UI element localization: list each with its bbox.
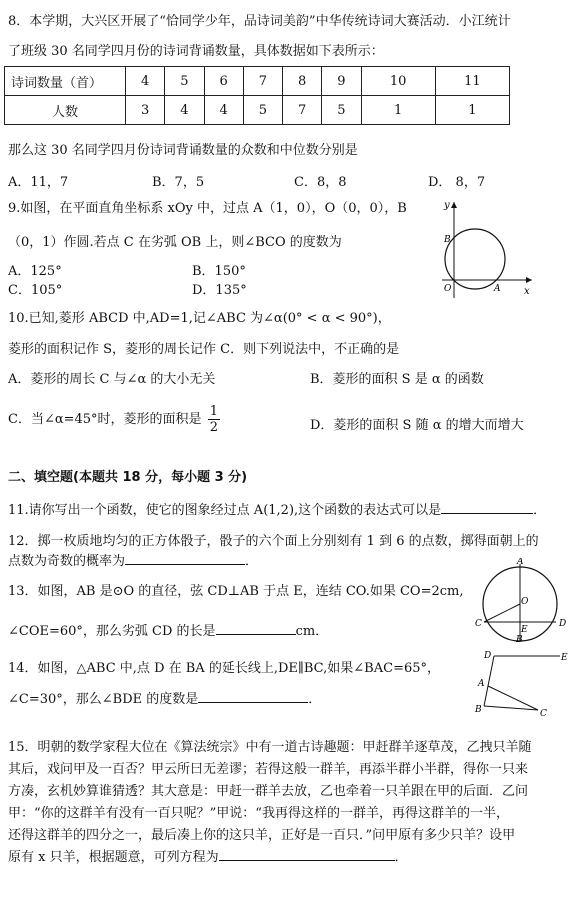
segment-co: [484, 604, 520, 622]
table-cell: 10: [361, 67, 435, 96]
q10-option-a: A．菱形的周长 C 与∠α 的大小无关: [8, 372, 216, 387]
q8-line1: 8．本学期，大兴区开展了“恰同学少年，品诗词美韵”中华传统诗词大赛活动．小江统计: [8, 14, 511, 29]
q15-line2: 其后，戏问甲及一百否？甲云所曰无差谬；若得这般一群羊，再添半群小半群，得你一只来: [8, 762, 529, 777]
table-cell: 1: [361, 96, 435, 125]
q8-option-a: A．11，7: [8, 175, 69, 190]
q13-line1: 13．如图，AB 是⊙O 的直径，弦 CD⊥AB 于点 E，连结 CO.如果 CO=2cm,: [8, 584, 464, 599]
q12-line2: 点数为奇数的概率为 ．: [8, 550, 258, 569]
q9-line1: 9.如图，在平面直角坐标系 xOy 中，过点 A（1，0），O（0，0），B: [8, 201, 407, 216]
y-axis-arrow: [451, 202, 457, 208]
q10-option-c-text: C．当∠α=45°时，菱形的面积是: [8, 412, 202, 427]
q9-circle-figure: [432, 196, 538, 300]
point-d-label: D: [559, 619, 567, 629]
q10-line1: 10.已知,菱形 ABCD 中,AD=1,记∠ABC 为∠α(0° < α < 90°)，: [8, 311, 391, 326]
q13-unit: cm．: [295, 624, 329, 639]
q15-line5: 还得这群羊的四分之一，最后凑上你的这只羊，正好是一百只．”问甲原有多少只羊？设甲: [8, 828, 516, 843]
point-c-label: C: [475, 619, 482, 629]
table-cell: 9: [322, 67, 361, 96]
table-cell: 1: [435, 96, 509, 125]
table-cell: 4: [126, 67, 165, 96]
q12-line1: 12．掷一枚质地均匀的正方体骰子，骰子的六个面上分别刻有 1 到 6 的点数，掷得面朝上的: [8, 534, 539, 549]
fraction-denominator: 2: [209, 420, 218, 435]
q11-answer-blank[interactable]: [441, 499, 533, 514]
table-cell: 7: [283, 96, 322, 125]
table-header-cell: 诗词数量（首）: [5, 67, 126, 96]
q10-option-b: B．菱形的面积 S 是 α 的函数: [310, 372, 484, 387]
fraction: [208, 404, 220, 435]
q10-option-c: [8, 404, 222, 435]
point-c-label: C: [540, 709, 547, 718]
q8-option-c: C．8，8: [294, 175, 347, 190]
point-b-label: B: [444, 235, 451, 245]
table-cell: 7: [243, 67, 282, 96]
q13-answer-blank[interactable]: [216, 620, 296, 635]
point-e-label: E: [561, 653, 568, 663]
q15-answer-blank[interactable]: [219, 846, 395, 861]
q12-answer-blank[interactable]: [125, 550, 245, 565]
point-b-label: B: [475, 705, 482, 715]
q10-option-d: D．菱形的面积 S 随 α 的增大而增大: [310, 418, 524, 433]
q14-answer-blank[interactable]: [198, 688, 308, 703]
q12-question: 点数为奇数的概率为: [8, 554, 126, 569]
table-cell: 4: [165, 96, 204, 125]
point-o-label: O: [444, 284, 452, 294]
q13-circle-figure: [474, 558, 568, 642]
q14-question: ∠C=30°，那么∠BDE 的度数是: [8, 692, 199, 707]
q9-option-a: A．125°: [8, 264, 62, 279]
x-axis-label: x: [524, 286, 530, 297]
q14-line1: 14．如图，△ABC 中,点 D 在 BA 的延长线上,DE∥BC,如果∠BAC=65°，: [8, 661, 441, 676]
table-header-cell: 人数: [5, 96, 126, 125]
q8-data-table: [4, 66, 510, 125]
q11-question: 11.请你写出一个函数，使它的图象经过点 A(1,2),这个函数的表达式可以是: [8, 503, 442, 518]
q13-line2: [8, 620, 328, 639]
q14-line2: ∠C=30°，那么∠BDE 的度数是 ．: [8, 688, 321, 707]
table-cell: 11: [435, 67, 509, 96]
table-cell: 6: [204, 67, 243, 96]
q15-line6: 原有 x 只羊，根据题意，可列方程为 ．: [8, 846, 408, 865]
q13-question: ∠COE=60°，那么劣弧 CD 的长是: [8, 624, 216, 639]
q15-line1: 15．明朝的数学家程大位在《算法统宗》中有一道古诗趣题：甲赶群羊逐草茂，乙拽只羊随: [8, 740, 532, 755]
point-d-label: D: [484, 651, 492, 661]
table-cell: 5: [243, 96, 282, 125]
table-row: [5, 67, 510, 96]
q10-line2: 菱形的面积记作 S，菱形的周长记作 C．则下列说法中，不正确的是: [8, 342, 400, 357]
q9-line2: （0，1）作圆.若点 C 在劣弧 OB 上，则∠BCO 的度数为: [8, 235, 342, 250]
q15-question: 原有 x 只羊，根据题意，可列方程为: [8, 850, 219, 865]
point-a-label: A: [478, 679, 485, 689]
q8-line2: 了班级 30 名同学四月份的诗词背诵数量，具体数据如下表所示：: [8, 44, 384, 59]
point-o-label: O: [521, 597, 529, 607]
table-cell: 4: [204, 96, 243, 125]
q9-option-d: D．135°: [192, 283, 247, 298]
q14-triangle-figure: [474, 646, 570, 718]
q9-option-b: B．150°: [192, 264, 246, 279]
line-db: [484, 656, 494, 706]
q11-text: 11.请你写出一个函数，使它的图象经过点 A(1,2),这个函数的表达式可以是 ．: [8, 499, 546, 518]
table-cell: 5: [322, 96, 361, 125]
q9-option-c: C．105°: [8, 283, 63, 298]
q8-option-b: B．7，5: [152, 175, 205, 190]
x-axis-arrow: [526, 277, 532, 283]
point-a-label: A: [494, 284, 501, 294]
point-e-label: E: [521, 625, 528, 635]
q15-line4: 甲：“你的这群羊有没有一百只呢？”甲说：“我再得这样的一群羊，再得这群羊的一半，: [8, 806, 509, 821]
section-title: 二、填空题(本题共 18 分，每小题 3 分): [8, 470, 248, 485]
point-b-label: B: [516, 635, 523, 642]
q8-question: 那么这 30 名同学四月份诗词背诵数量的众数和中位数分别是: [8, 143, 358, 158]
fraction-numerator: 1: [209, 404, 218, 419]
table-cell: 8: [283, 67, 322, 96]
y-axis-label: y: [444, 200, 450, 211]
table-cell: 5: [165, 67, 204, 96]
table-cell: 3: [126, 96, 165, 125]
q15-line3: 方凑，玄机妙算谁猜透？其大意是：甲赶一群羊去放，乙也牵着一只羊跟在甲的后面．乙问: [8, 784, 529, 799]
q8-option-d: D． 8，7: [428, 175, 486, 190]
point-a-label: A: [517, 558, 524, 567]
table-row: [5, 96, 510, 125]
